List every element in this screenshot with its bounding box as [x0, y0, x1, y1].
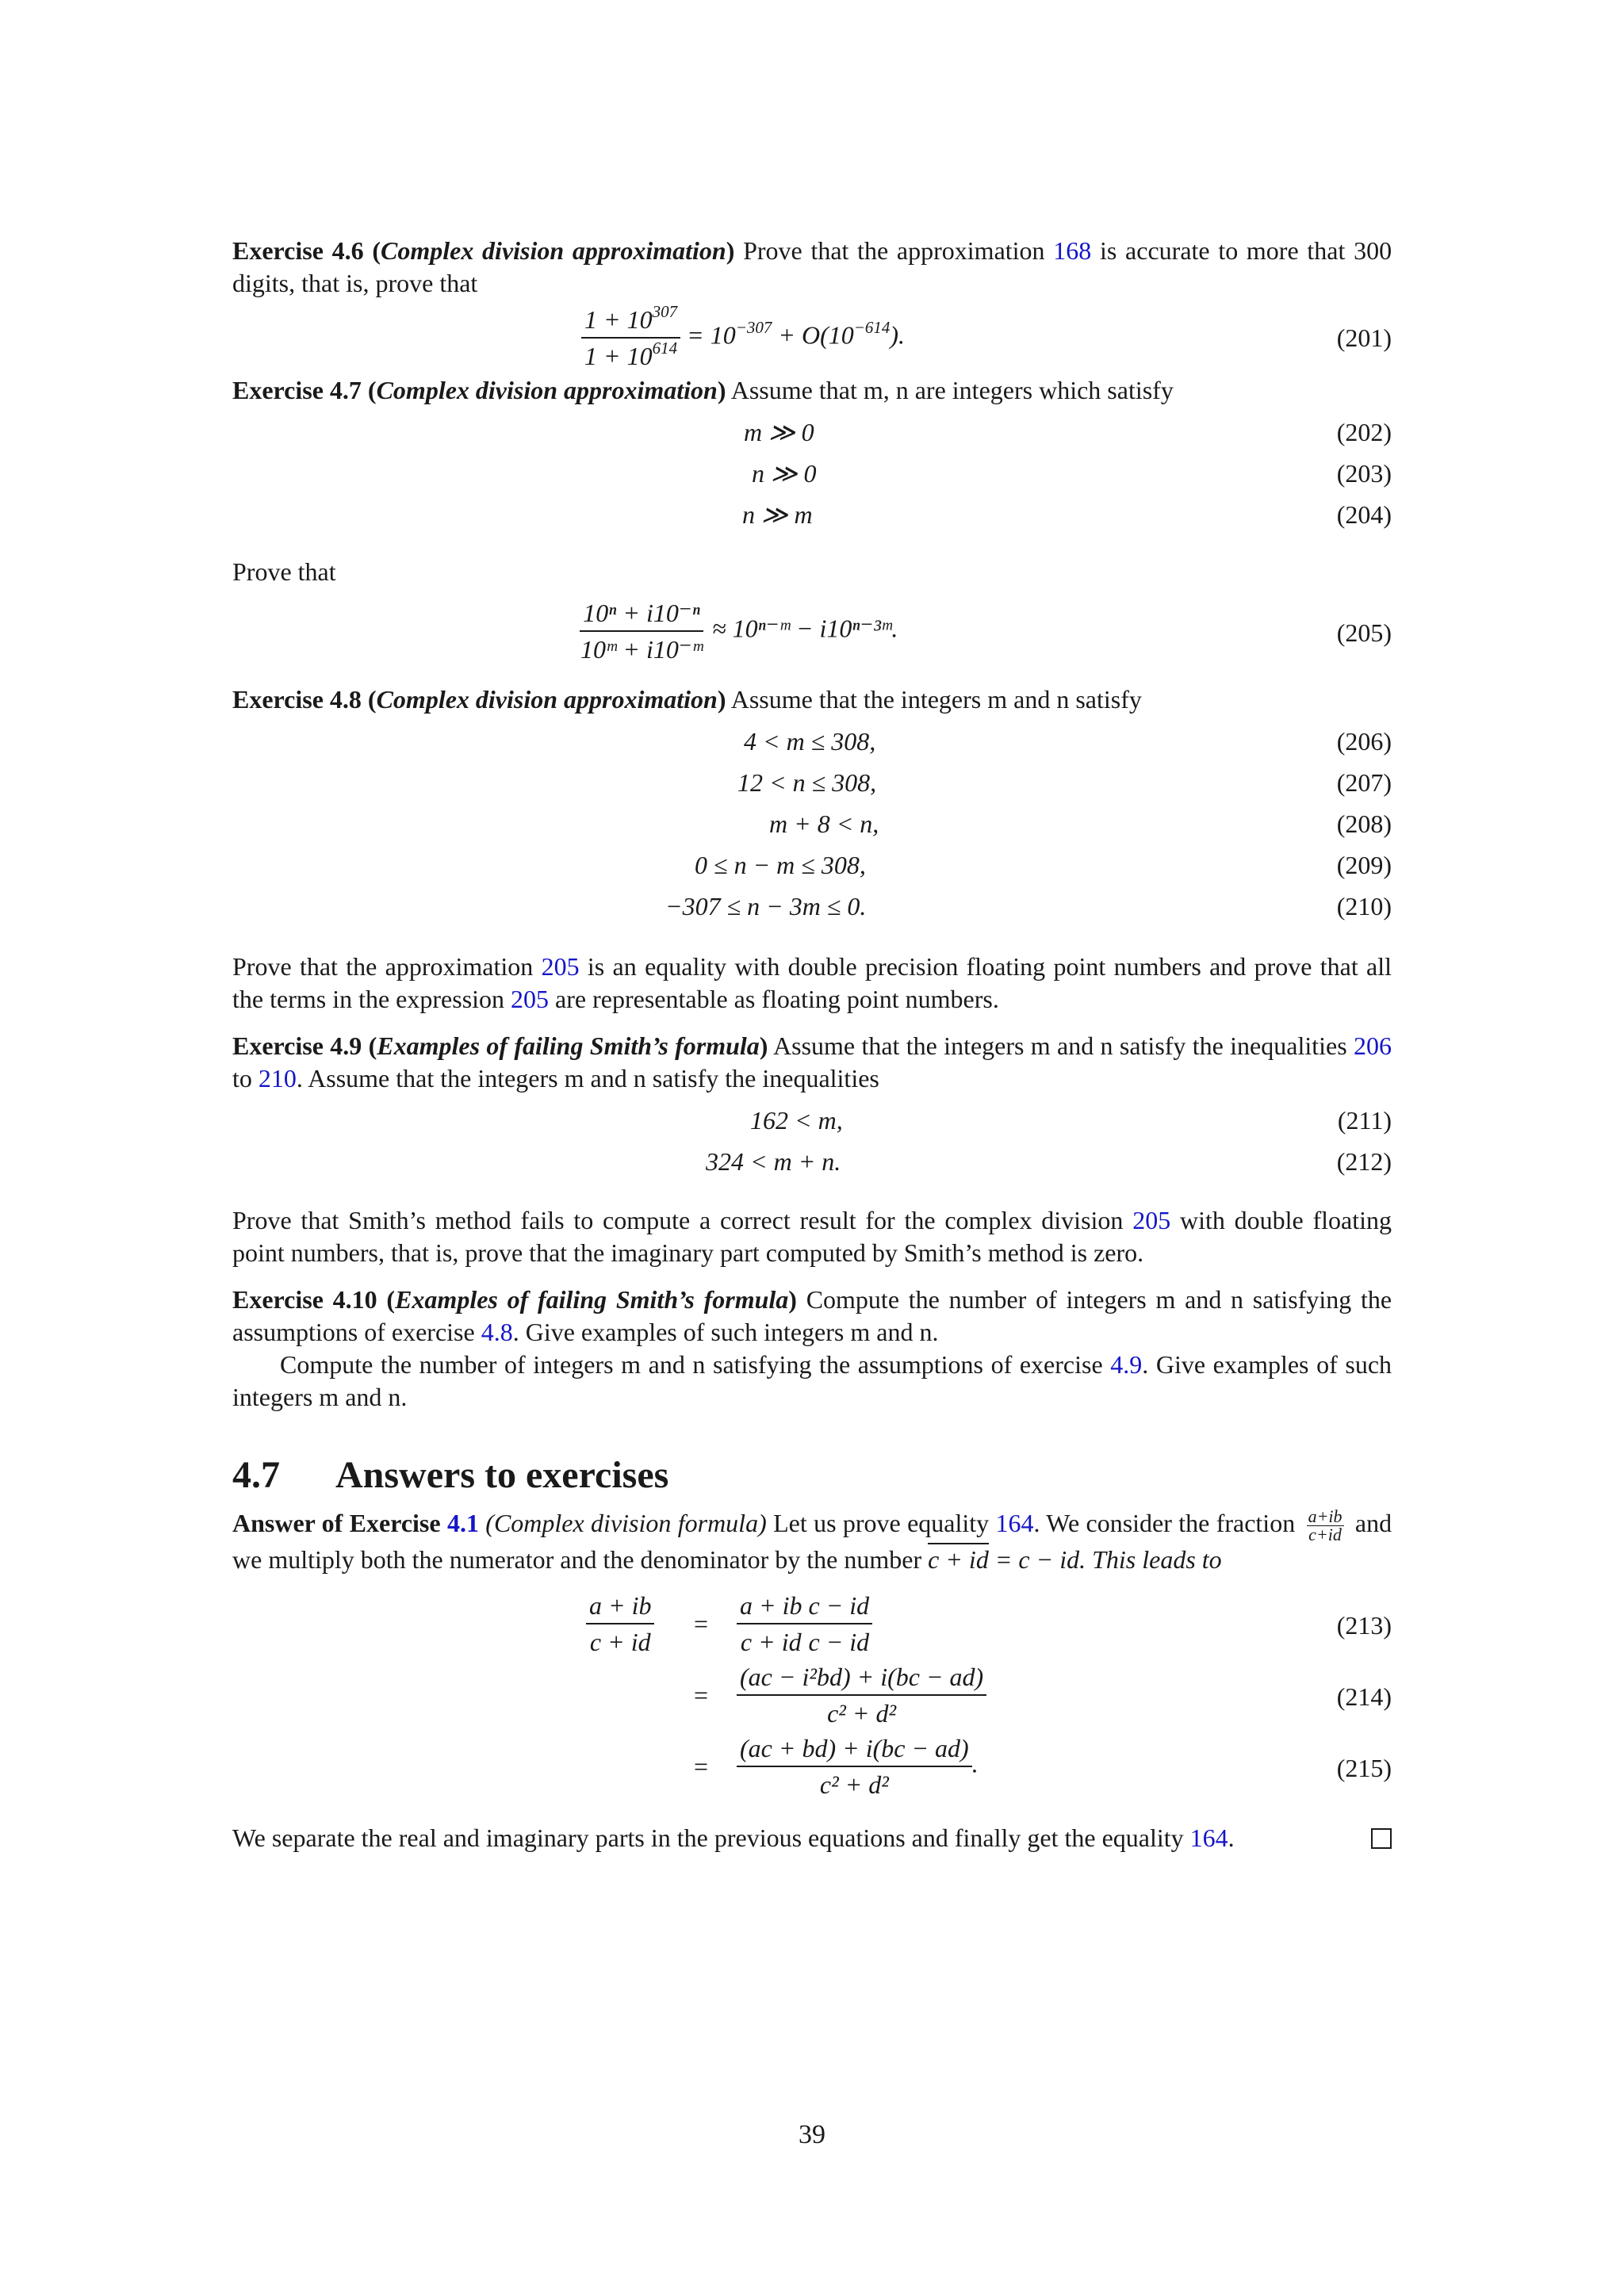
exercise-head: Exercise 4.10	[232, 1285, 377, 1314]
exercise-4-9: Exercise 4.9 (Examples of failing Smith’s formula) Assume that the integers m and n satisfy the inequalities 206 to 210. Assume that the integers m and n satisfy the inequalities	[232, 1031, 1392, 1093]
equation-number: (213)	[1336, 1611, 1392, 1640]
equation-number: (209)	[1336, 851, 1392, 879]
exercise-ref-link[interactable]: 4.9	[1110, 1350, 1143, 1379]
eq-numerator: 10ⁿ + i10⁻ⁿ	[580, 598, 703, 632]
exercise-4-9-body	[232, 1204, 1392, 1269]
answer-text: Let us prove equality	[773, 1509, 990, 1537]
exercise-title: Examples of failing Smith’s formula	[377, 1031, 760, 1060]
prove-that: Prove that	[232, 557, 336, 586]
exercise-text: is accurate to more that 300 digits, that is, prove that	[232, 236, 1392, 297]
exercise-head: Exercise 4.9	[232, 1031, 362, 1060]
equation-row	[232, 1146, 1392, 1187]
eq-denominator: c + id	[589, 1628, 651, 1657]
answer-head: Answer of Exercise	[232, 1509, 441, 1537]
equation-number: (201)	[1336, 323, 1392, 352]
answer-text: = c − id. This leads to	[994, 1545, 1222, 1575]
exercise-text: to	[232, 1064, 252, 1093]
section-title: Answers to exercises	[335, 1454, 669, 1496]
equation-201	[232, 302, 1392, 370]
answer-text: . We consider the fraction	[1033, 1509, 1296, 1537]
equals-sign: =	[694, 1609, 709, 1639]
exercise-text: Assume that m, n are integers which satisfy	[730, 376, 1174, 404]
equation-row	[232, 849, 1392, 890]
equation-block-211-212	[232, 1104, 1392, 1187]
section-heading	[232, 1453, 1392, 1498]
equation-row	[232, 1733, 1392, 1804]
equation-row	[232, 767, 1392, 808]
equation-ref-link[interactable]: 164	[995, 1509, 1034, 1537]
eq-rhs: ).	[890, 320, 906, 350]
eq-rhs: .	[971, 1749, 979, 1778]
eq-denominator: c² + d²	[819, 1770, 889, 1800]
exercise-title: Complex division approximation	[376, 685, 718, 714]
eq-exponent: 614	[652, 339, 678, 358]
eq-denominator: 1 + 10	[584, 342, 653, 370]
equation-row	[232, 457, 1392, 499]
eq-denominator: 10ᵐ + i10⁻ᵐ	[580, 635, 703, 664]
exercise-4-8: Exercise 4.8 (Complex division approximation) Assume that the integers m and n satisfy	[232, 685, 1142, 714]
equals-sign: =	[694, 1681, 709, 1710]
exercise-text: are representable as floating point numbers.	[555, 985, 999, 1013]
equals-sign: =	[694, 1752, 709, 1781]
equation-row	[232, 1662, 1392, 1733]
exercise-ref-link[interactable]: 4.8	[481, 1318, 513, 1346]
exercise-text: with double floating point numbers, that is, prove that the imaginary part computed by Smith’s method is zero.	[232, 1206, 1392, 1267]
equation-ref-link[interactable]: 205	[541, 952, 580, 981]
equation-number: (208)	[1336, 809, 1392, 838]
equation-block-202-204	[232, 416, 1392, 540]
page-number: 39	[799, 2120, 825, 2149]
exercise-4-7: Exercise 4.7 (Complex division approximation) Assume that m, n are integers which satisfy	[232, 376, 1174, 404]
equation-number: (207)	[1336, 768, 1392, 797]
equation-number: (205)	[1336, 618, 1392, 647]
equation-number: (203)	[1336, 459, 1392, 488]
equation-ref-link[interactable]: 206	[1354, 1031, 1392, 1060]
equation-row	[232, 808, 1392, 849]
exercise-ref-link[interactable]: 4.1	[446, 1509, 479, 1537]
exercise-title: Examples of failing Smith’s formula	[395, 1285, 789, 1314]
eq-numerator: a + ib	[737, 1590, 805, 1624]
equation-number: (204)	[1336, 500, 1392, 529]
equation-ref-link[interactable]: 205	[1132, 1206, 1171, 1234]
exercise-title: Complex division approximation	[381, 236, 726, 265]
eq-denominator: c+id	[1308, 1525, 1342, 1545]
equation-number: (206)	[1336, 727, 1392, 756]
exercise-head: Exercise 4.6	[232, 236, 364, 265]
eq-exponent: −614	[853, 317, 891, 337]
eq-exponent: −307	[735, 317, 772, 337]
eq-denominator: c − id	[808, 1628, 870, 1657]
answer-text: and we multiply both the numerator and the denominator by the number	[232, 1509, 1392, 1575]
equation-row	[232, 1590, 1392, 1662]
eq-rhs: = 10	[687, 320, 736, 350]
equation-row	[232, 499, 1392, 540]
answer-text: We separate the real and imaginary parts in the previous equations and finally get the equality	[232, 1823, 1184, 1853]
eq-exponent: 307	[652, 302, 678, 322]
section-number: 4.7	[232, 1454, 280, 1496]
exercise-4-10-continued	[232, 1349, 1392, 1414]
eq-rhs: ≈ 10ⁿ⁻ᵐ − i10ⁿ⁻³ᵐ.	[712, 614, 898, 643]
equation-math: 12 < n ≤ 308,	[737, 768, 877, 797]
equation-number: (210)	[1336, 892, 1392, 920]
equation-row	[232, 416, 1392, 457]
answer-text: .	[1228, 1823, 1235, 1853]
answer-4-1	[232, 1507, 1392, 1576]
eq-denominator: c² + d²	[827, 1699, 897, 1728]
page-body	[232, 235, 1392, 1854]
exercise-text: Prove that the approximation	[743, 236, 1045, 265]
exercise-head: Exercise 4.7	[232, 376, 362, 404]
equation-number: (215)	[1336, 1754, 1392, 1783]
equation-math: n ≫ m	[742, 500, 813, 529]
exercise-text: is an equality with double precision floating point numbers and prove that all the terms in the expression	[232, 952, 1392, 1013]
equation-205	[232, 598, 1392, 669]
exercise-4-8-body	[232, 951, 1392, 1016]
equation-math: m + 8 < n,	[769, 809, 879, 838]
equation-math: 0 ≤ n − m ≤ 308,	[695, 851, 866, 879]
exercise-text: . Assume that the integers m and n satisfy the inequalities	[296, 1064, 879, 1093]
exercise-text: Prove that Smith’s method fails to compute a correct result for the complex division	[232, 1206, 1124, 1234]
eq-rhs: + O(10	[772, 320, 854, 350]
exercise-text: Assume that the integers m and n satisfy the inequalities	[773, 1031, 1347, 1060]
conjugate: c + id	[928, 1543, 989, 1574]
equation-number: (211)	[1337, 1106, 1392, 1135]
equation-block-206-210	[232, 725, 1392, 932]
equation-row	[232, 1104, 1392, 1146]
equation-row	[232, 725, 1392, 767]
equation-number: (202)	[1336, 418, 1392, 446]
eq-numerator: a + ib	[586, 1590, 654, 1624]
equation-ref-link[interactable]: 168	[1053, 236, 1092, 265]
equation-math: m ≫ 0	[744, 418, 814, 446]
exercise-4-10: Exercise 4.10 (Examples of failing Smith’s formula) Compute the number of integers m and n satisfying the assumptions of exercise 4.8. Give examples of such integers m and n.	[232, 1285, 1392, 1346]
qed-box-icon	[1371, 1828, 1392, 1849]
equation-math: 162 < m,	[750, 1106, 843, 1135]
equation-math: n ≫ 0	[752, 459, 817, 488]
exercise-text: Assume that the integers m and n satisfy	[730, 685, 1142, 714]
exercise-text: Prove that the approximation	[232, 952, 534, 981]
equation-ref-link[interactable]: 164	[1189, 1823, 1228, 1853]
eq-numerator: (ac − i²bd) + i(bc − ad)	[737, 1662, 986, 1696]
equation-math: −307 ≤ n − 3m ≤ 0.	[665, 892, 867, 920]
equation-number: (214)	[1336, 1682, 1392, 1712]
eq-numerator: a+ib	[1308, 1506, 1342, 1527]
exercise-title: Complex division approximation	[376, 376, 718, 404]
eq-numerator: c − id	[805, 1590, 872, 1624]
exercise-text: . Give examples of such integers m and n.	[232, 1350, 1392, 1411]
eq-denominator: c + id	[740, 1628, 802, 1657]
equation-row	[232, 890, 1392, 932]
eq-numerator: (ac + bd) + i(bc − ad)	[737, 1733, 972, 1767]
equation-block-213-215	[232, 1590, 1392, 1804]
answer-closing	[232, 1822, 1392, 1854]
exercise-text: . Give examples of such integers m and n.	[512, 1318, 939, 1346]
exercise-4-6: Exercise 4.6 (Complex division approximation) Prove that the approximation 168 is accurate to more that 300 digits, that is, prove that	[232, 236, 1392, 297]
exercise-text: Compute the number of integers m and n satisfying the assumptions of exercise	[280, 1350, 1103, 1379]
equation-math: 324 < m + n.	[706, 1147, 841, 1176]
equation-ref-link[interactable]: 210	[258, 1064, 297, 1093]
equation-math: 4 < m ≤ 308,	[744, 727, 876, 756]
answer-title: (Complex division formula)	[485, 1509, 767, 1537]
exercise-text: Compute the number of integers m and n satisfying the assumptions of exercise	[232, 1285, 1392, 1346]
exercise-head: Exercise 4.8	[232, 685, 362, 714]
equation-ref-link[interactable]: 205	[511, 985, 550, 1013]
inline-fraction	[1307, 1508, 1344, 1544]
equation-number: (212)	[1336, 1147, 1392, 1176]
eq-numerator: 1 + 10	[584, 305, 653, 334]
